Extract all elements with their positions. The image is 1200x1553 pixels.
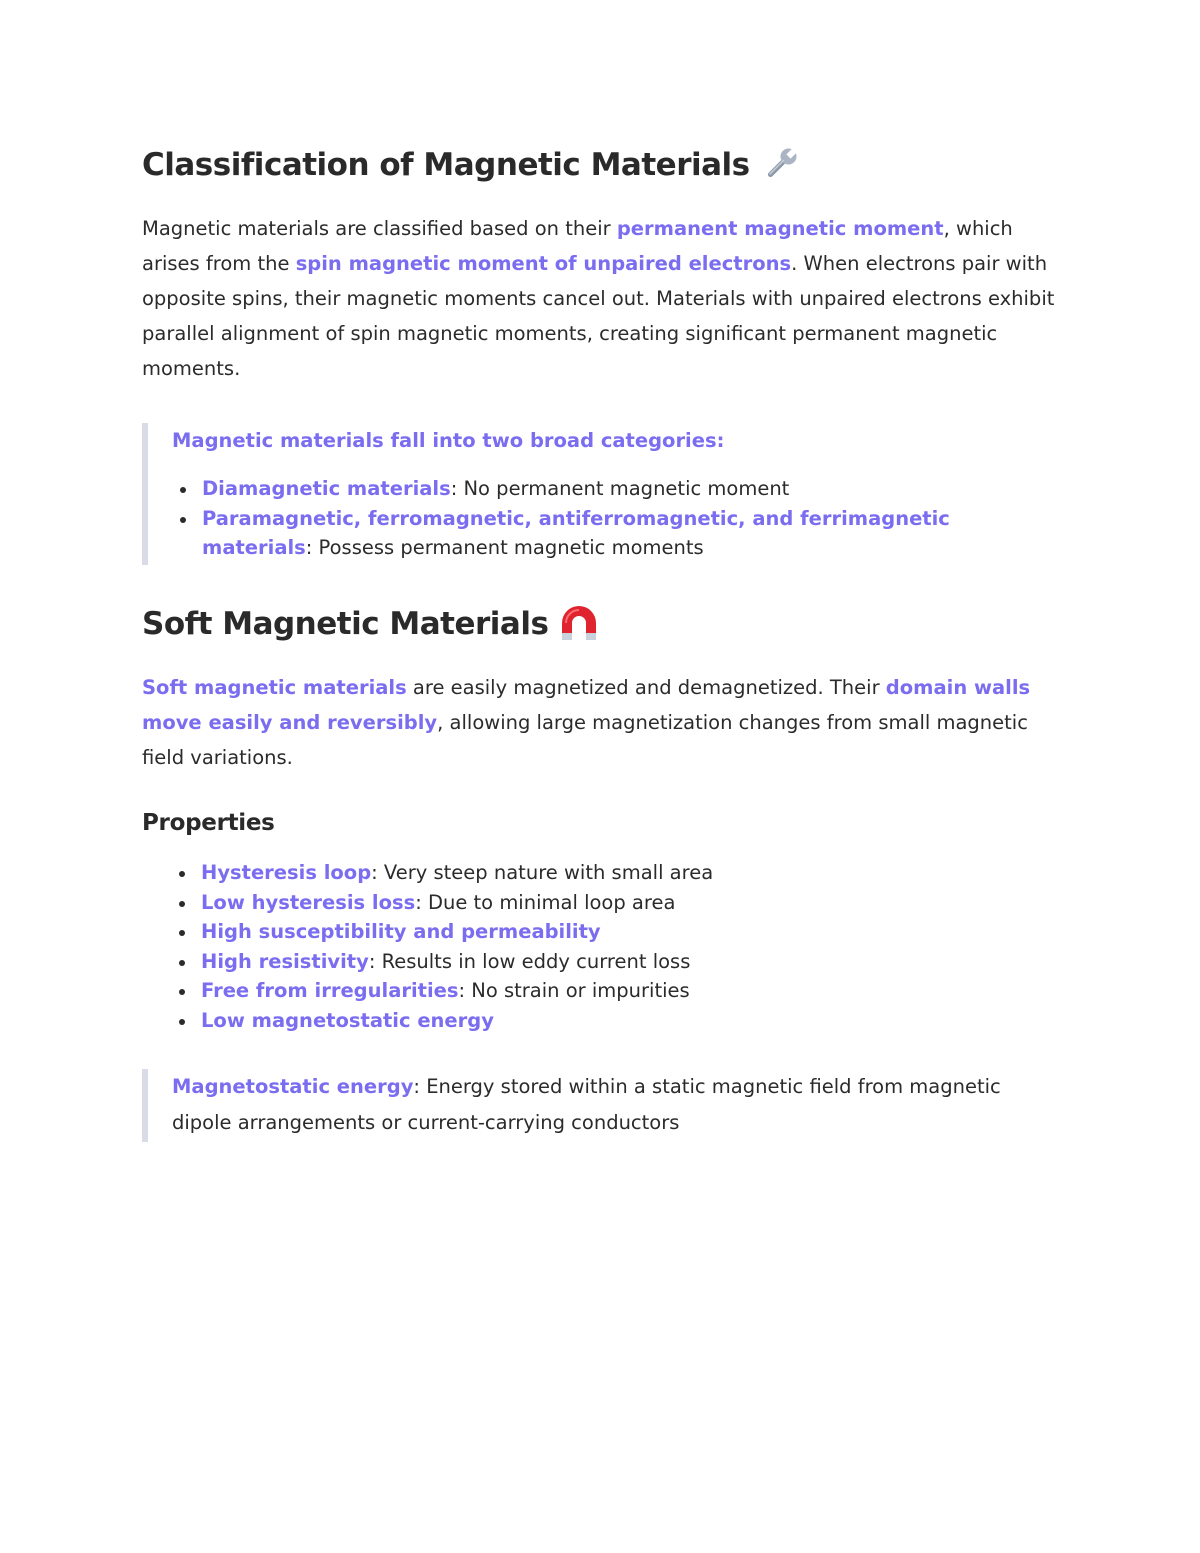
list-item-term: High susceptibility and permeability <box>201 920 601 943</box>
list-item-term: Diamagnetic materials <box>202 477 451 500</box>
list-item <box>171 976 1031 1006</box>
list-item-desc: : Possess permanent magnetic moments <box>305 536 704 559</box>
list-item-term: High resistivity <box>201 949 369 973</box>
highlight-term: domain walls move easily and reversibly <box>142 676 1031 734</box>
properties-heading: Properties <box>142 810 275 836</box>
list-item <box>172 474 1052 504</box>
callout-title: Magnetic materials fall into two broad categories: <box>172 429 725 452</box>
classification-intro <box>142 211 1062 386</box>
section-title-soft-magnetic <box>142 603 600 645</box>
section-title-classification <box>142 145 800 185</box>
intro-text: are easily magnetized and demagnetized. Their <box>406 676 886 699</box>
list-item <box>171 858 1031 888</box>
wrench-icon <box>760 145 800 185</box>
intro-text: . When electrons pair with opposite spins, their magnetic moments cancel out. Materials with unpaired electrons exhibit parallel alignment of spin magnetic moments, creating significant permanent magnetic moments. <box>142 252 1055 380</box>
callout-text <box>172 1069 1052 1141</box>
section-title-text: Classification of Magnetic Materials <box>142 147 750 183</box>
list-item-desc: : No permanent magnetic moment <box>450 477 790 500</box>
intro-text: Magnetic materials are classified based on their <box>142 217 617 240</box>
list-item-term: Paramagnetic, ferromagnetic, antiferromagnetic, and ferrimagnetic materials <box>202 506 950 559</box>
magnet-icon <box>558 603 600 645</box>
highlight-term: permanent magnetic moment <box>616 217 944 240</box>
list-item <box>171 888 1031 918</box>
list-item <box>171 1006 1031 1036</box>
magnetostatic-callout <box>142 1069 1052 1142</box>
list-item-term: Low hysteresis loss <box>201 890 416 914</box>
list-item-term: Free from irregularities <box>201 979 459 1002</box>
intro-text: , allowing large magnetization changes from small magnetic field variations. <box>142 711 1028 769</box>
list-item-term: Hysteresis loop <box>201 861 372 884</box>
categories-callout <box>142 423 1052 565</box>
list-item-desc: : No strain or impurities <box>458 979 690 1002</box>
callout-desc: : Energy stored within a static magnetic field from magnetic dipole arrangements or current-carrying conductors <box>172 1075 1001 1134</box>
list-item-desc: : Very steep nature with small area <box>371 861 714 884</box>
intro-text: , which arises from the <box>142 217 1013 275</box>
list-item <box>172 504 1052 563</box>
soft-magnetic-intro <box>142 670 1062 775</box>
section-title-text: Soft Magnetic Materials <box>142 606 549 642</box>
list-item <box>171 917 1031 947</box>
callout-term: Magnetostatic energy <box>172 1075 414 1098</box>
list-item-desc: : Due to minimal loop area <box>415 890 676 914</box>
properties-list <box>171 858 1031 1035</box>
list-item-desc: : Results in low eddy current loss <box>368 949 691 973</box>
highlight-term: Soft magnetic materials <box>142 676 407 699</box>
list-item-term: Low magnetostatic energy <box>201 1008 494 1032</box>
categories-list <box>172 474 1052 563</box>
highlight-term: spin magnetic moment of unpaired electrons <box>295 252 792 275</box>
list-item <box>171 947 1031 977</box>
